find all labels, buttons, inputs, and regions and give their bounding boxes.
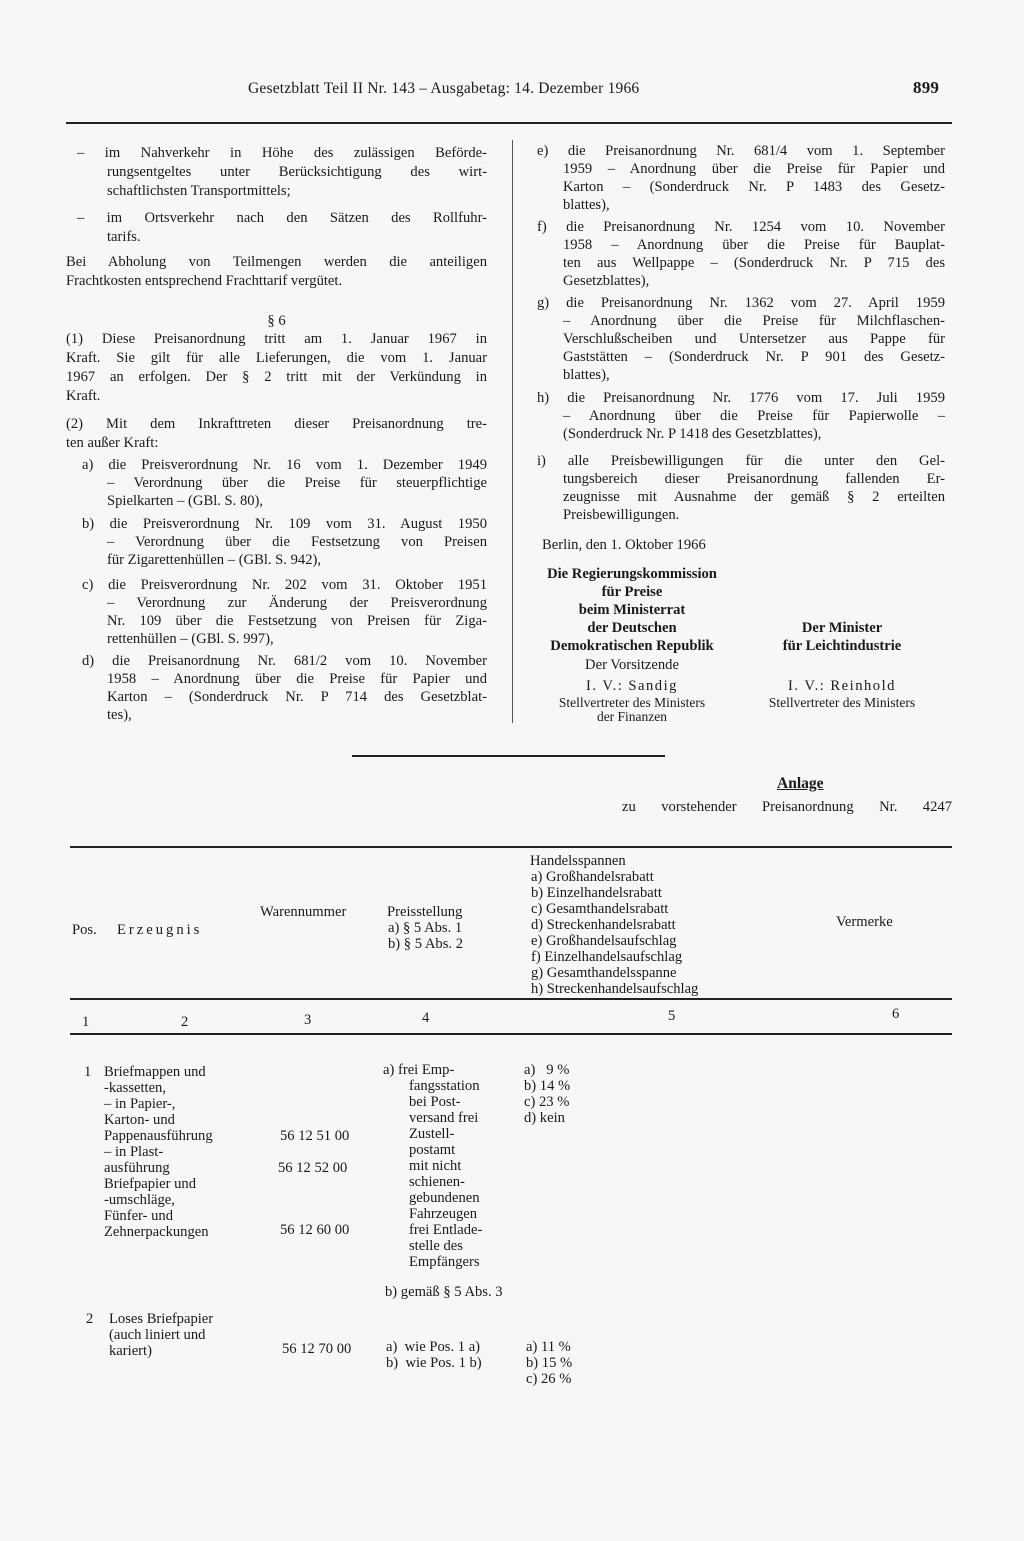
paragraph-line: Frachtkosten entsprechend Frachttarif vergütet.: [66, 273, 343, 289]
list-item: f) die Preisanordnung Nr. 1254 vom 10. November: [537, 219, 945, 235]
header-rule: [66, 122, 952, 124]
preisstellung-line: fangsstation: [409, 1078, 480, 1094]
preisstellung-line: schienen-: [409, 1174, 465, 1190]
list-item: Nr. 109 über die Festsetzung von Preisen für Ziga-: [107, 613, 487, 629]
preisstellung-line: a) frei Emp-: [383, 1062, 455, 1078]
list-item: – Anordnung über die Preise für Papierwolle –: [563, 408, 945, 424]
list-item: 1958 – Anordnung über die Preise für Bauplat-: [563, 237, 945, 253]
preisstellung-line: postamt: [409, 1142, 456, 1158]
list-item: d) die Preisanordnung Nr. 681/2 vom 10. November: [82, 653, 487, 669]
list-item: zeugnisse mit Ausnahme der gemäß § 2 erteilten: [563, 489, 945, 505]
page-number: 899: [913, 78, 940, 97]
spanne-value: b) 14 %: [524, 1078, 571, 1094]
header-preisstellung-a: a) § 5 Abs. 1: [388, 920, 463, 936]
preisstellung-line: stelle des: [409, 1238, 463, 1254]
erzeugnis-line: Briefpapier und: [104, 1176, 196, 1192]
header-vermerke: Vermerke: [836, 914, 893, 930]
list-item: Karton – (Sonderdruck Nr. P 714 des Gesetzblat-: [107, 689, 487, 705]
section-heading: § 6: [267, 313, 286, 329]
list-item: – Anordnung über die Preise für Milchflaschen-: [563, 313, 945, 329]
erzeugnis-line: ausführung: [104, 1160, 170, 1176]
org-line: für Preise: [601, 584, 663, 600]
spanne-value: a) 9 %: [524, 1062, 570, 1078]
spanne-value: d) kein: [524, 1110, 565, 1126]
list-item: c) die Preisverordnung Nr. 202 vom 31. Oktober 1951: [82, 577, 487, 593]
running-header: Gesetzblatt Teil II Nr. 143 – Ausgabetag: 14. Dezember 1966: [248, 80, 640, 97]
column-number: 1: [82, 1014, 90, 1030]
warennummer: 56 12 52 00: [278, 1160, 348, 1176]
bullet-line: – im Ortsverkehr nach den Sätzen des Rollfuhr-: [77, 210, 487, 226]
spanne-value: a) 11 %: [526, 1339, 571, 1355]
spanne-value: b) 15 %: [526, 1355, 573, 1371]
erzeugnis-line: -umschläge,: [104, 1192, 175, 1208]
header-spanne-line: g) Gesamthandelsspanne: [531, 965, 677, 981]
signatory-name: I. V.: Reinhold: [788, 678, 896, 694]
row-pos: 2: [86, 1311, 94, 1327]
date-line: Berlin, den 1. Oktober 1966: [542, 537, 706, 553]
bullet-line: rungsentgeltes unter Berücksichtigung des wirt-: [107, 164, 487, 180]
bullet-line: – im Nahverkehr in Höhe des zulässigen Beförde-: [77, 145, 487, 161]
preisstellung-line: frei Entlade-: [409, 1222, 483, 1238]
preisstellung-line: bei Post-: [409, 1094, 461, 1110]
header-spanne-line: d) Streckenhandelsrabatt: [531, 917, 676, 933]
title-line: der Finanzen: [596, 709, 668, 724]
list-item: Gesetzblattes),: [563, 273, 650, 289]
spanne-value: c) 23 %: [524, 1094, 570, 1110]
list-item: – Verordnung über die Preise für steuerpflichtige: [107, 475, 487, 491]
header-handelsspannen: Handelsspannen: [530, 853, 626, 869]
title-line: Stellvertreter des Ministers: [558, 695, 706, 710]
org-line: beim Ministerrat: [578, 602, 686, 618]
list-item: 1958 – Anordnung über die Preise für Papier und: [107, 671, 487, 687]
paragraph-line: Bei Abholung von Teilmengen werden die anteiligen: [66, 254, 487, 270]
preisstellung-line: a) wie Pos. 1 a): [386, 1339, 481, 1355]
paragraph-line: 1967 an erfolgen. Der § 2 tritt mit der Verkündung in: [66, 369, 487, 385]
list-item: blattes),: [563, 197, 610, 213]
list-item: g) die Preisanordnung Nr. 1362 vom 27. April 1959: [537, 295, 945, 311]
list-item: h) die Preisanordnung Nr. 1776 vom 17. Juli 1959: [537, 390, 945, 406]
list-item: für Zigarettenhüllen – (GBl. S. 942),: [107, 552, 321, 568]
erzeugnis-line: kariert): [109, 1343, 152, 1359]
preisstellung-line: mit nicht: [409, 1158, 462, 1174]
erzeugnis-line: Karton- und: [104, 1112, 175, 1128]
preisstellung-line: versand frei: [409, 1110, 479, 1126]
column-number: 2: [181, 1014, 189, 1030]
list-item: Preisbewilligungen.: [563, 507, 680, 523]
erzeugnis-line: Briefmappen und: [104, 1064, 206, 1080]
warennummer: 56 12 70 00: [282, 1341, 352, 1357]
signatory-name: I. V.: Sandig: [586, 678, 678, 694]
spanne-value: c) 26 %: [526, 1371, 572, 1387]
list-item: e) die Preisanordnung Nr. 681/4 vom 1. September: [537, 143, 945, 159]
list-item: tungsbereich dieser Preisanordnung fallenden Er-: [563, 471, 945, 487]
list-item: Verschlußscheiben und Untersetzer aus Pappe für: [563, 331, 945, 347]
list-item: Spielkarten – (GBl. S. 80),: [107, 493, 264, 509]
header-spanne-line: h) Streckenhandelsaufschlag: [531, 981, 699, 997]
header-pos: Pos.: [72, 922, 97, 938]
list-item: ten aus Wellpappe – (Sonderdruck Nr. P 715 des: [563, 255, 945, 271]
paragraph-line: ten außer Kraft:: [66, 435, 159, 451]
paragraph-line: Kraft.: [66, 388, 101, 404]
list-item: 1959 – Anordnung über die Preise für Papier und: [563, 161, 945, 177]
paragraph-line: (2) Mit dem Inkrafttreten dieser Preisanordnung tre-: [66, 416, 487, 432]
list-item: b) die Preisverordnung Nr. 109 vom 31. August 1950: [82, 516, 487, 532]
column-number: 3: [304, 1012, 312, 1028]
list-item: tes),: [107, 707, 132, 723]
preisstellung-line: gebundenen: [409, 1190, 480, 1206]
role-line: Der Vorsitzende: [585, 657, 679, 673]
header-preisstellung: Preisstellung: [387, 904, 463, 920]
column-number: 6: [892, 1006, 900, 1022]
list-item: – Verordnung über die Festsetzung von Preisen: [107, 534, 487, 550]
list-item: (Sonderdruck Nr. P 1418 des Gesetzblattes),: [563, 426, 822, 442]
warennummer: 56 12 60 00: [280, 1222, 350, 1238]
header-spanne-line: f) Einzelhandelsaufschlag: [531, 949, 683, 965]
list-item: i) alle Preisbewilligungen für die unter den Gel-: [537, 453, 945, 469]
preisstellung-line: Empfängers: [409, 1254, 480, 1270]
warennummer: 56 12 51 00: [280, 1128, 350, 1144]
header-preisstellung-b: b) § 5 Abs. 2: [388, 936, 463, 952]
title-line: Stellvertreter des Ministers: [768, 695, 916, 710]
list-item: a) die Preisverordnung Nr. 16 vom 1. Dezember 1949: [82, 457, 487, 473]
org-line: Die Regierungskommission: [547, 566, 717, 582]
erzeugnis-line: – in Papier-,: [104, 1096, 176, 1112]
header-spanne-line: e) Großhandelsaufschlag: [531, 933, 677, 949]
paragraph-line: (1) Diese Preisanordnung tritt am 1. Januar 1967 in: [66, 331, 487, 347]
header-spanne-line: a) Großhandelsrabatt: [531, 869, 654, 885]
preisstellung-line: Zustell-: [409, 1126, 455, 1142]
separator-rule: [352, 755, 665, 757]
list-item: rettenhüllen – (GBl. S. 997),: [107, 631, 274, 647]
preisstellung-line: b) wie Pos. 1 b): [386, 1355, 482, 1371]
header-bottom-rule: [70, 998, 952, 1000]
org-line: Demokratischen Republik: [550, 638, 714, 654]
list-item: – Verordnung zur Änderung der Preisverordnung: [107, 595, 487, 611]
org-line: für Leichtindustrie: [782, 638, 902, 654]
erzeugnis-line: Zehnerpackungen: [104, 1224, 209, 1240]
header-spanne-line: b) Einzelhandelsrabatt: [531, 885, 662, 901]
org-line: Der Minister: [801, 620, 883, 636]
erzeugnis-line: Loses Briefpapier: [109, 1311, 214, 1327]
erzeugnis-line: Pappenausführung: [104, 1128, 213, 1144]
header-spanne-line: c) Gesamthandelsrabatt: [531, 901, 669, 917]
column-number: 4: [422, 1010, 430, 1026]
row-pos: 1: [84, 1064, 92, 1080]
erzeugnis-line: – in Plast-: [104, 1144, 164, 1160]
paragraph-line: Kraft. Sie gilt für alle Lieferungen, die vom 1. Januar: [66, 350, 487, 366]
preisstellung-line: Fahrzeugen: [409, 1206, 478, 1222]
column-number: 5: [668, 1008, 676, 1024]
column-divider: [512, 140, 513, 723]
list-item: Gaststätten – (Sonderdruck Nr. P 901 des Gesetz-: [563, 349, 945, 365]
erzeugnis-line: (auch liniert und: [109, 1327, 206, 1343]
list-item: blattes),: [563, 367, 610, 383]
preisstellung-line: b) gemäß § 5 Abs. 3: [385, 1284, 503, 1300]
table-top-rule: [70, 846, 952, 848]
header-warennummer: Warennummer: [260, 904, 347, 920]
bullet-line: schaftlichsten Transportmittels;: [107, 183, 291, 199]
erzeugnis-line: Fünfer- und: [104, 1208, 174, 1224]
org-line: der Deutschen: [587, 620, 677, 636]
erzeugnis-line: -kassetten,: [104, 1080, 167, 1096]
number-row-rule: [70, 1033, 952, 1035]
header-erzeugnis: Erzeugnis: [117, 922, 203, 938]
anlage-title: Anlage: [777, 775, 824, 792]
anlage-subtitle: zu vorstehender Preisanordnung Nr. 4247: [622, 799, 952, 815]
list-item: Karton – (Sonderdruck Nr. P 1483 des Gesetz-: [563, 179, 945, 195]
bullet-line: tarifs.: [107, 229, 141, 245]
